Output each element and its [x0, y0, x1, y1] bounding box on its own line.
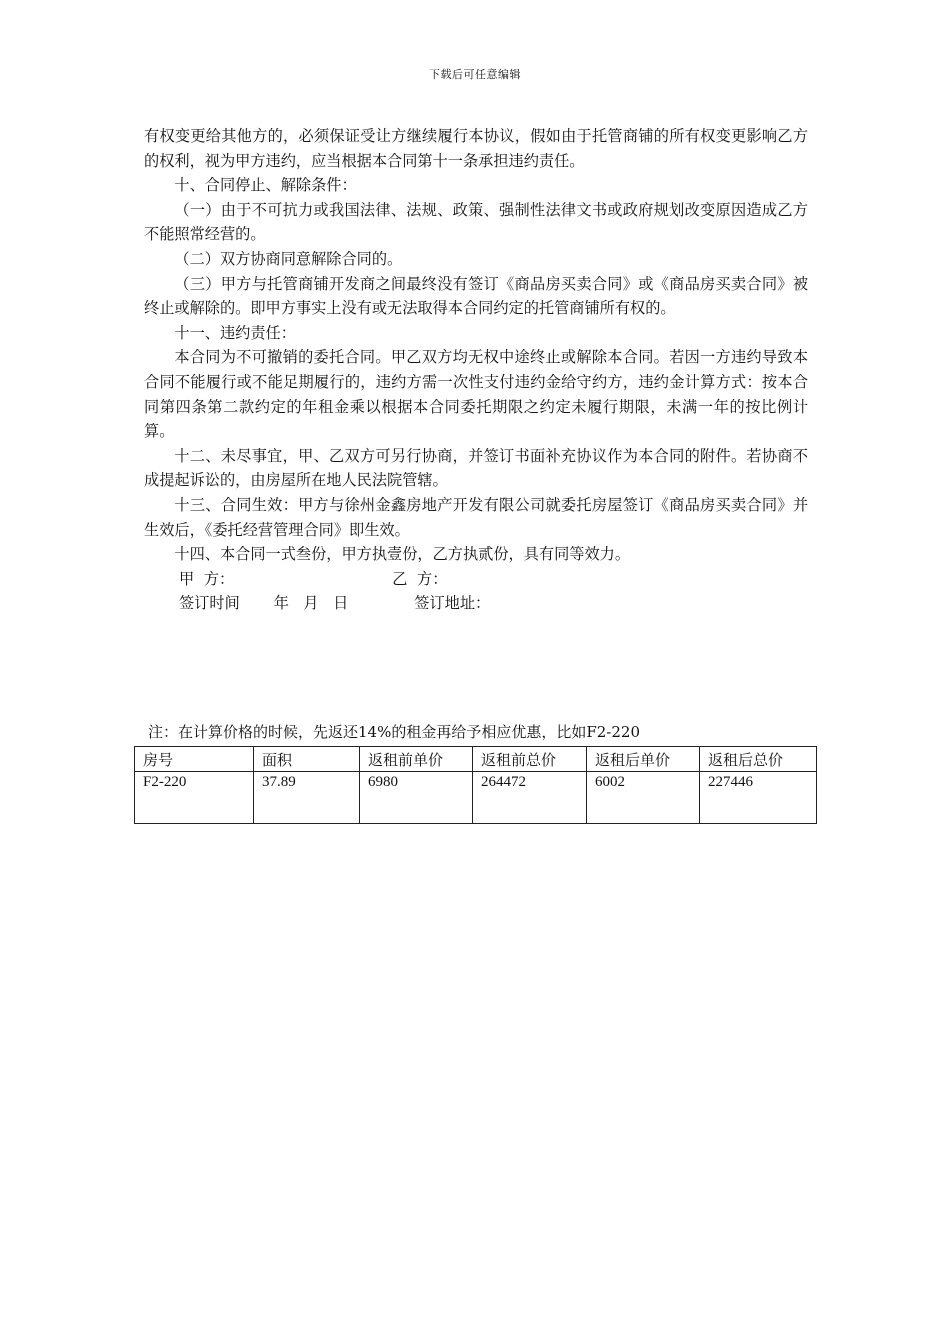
- section-10-heading: 十、合同停止、解除条件：: [174, 176, 357, 195]
- section-10-item-1: （一）由于不可抗力或我国法律、法规、政策、强制性法律文书或政府规划改变原因造成乙方不能照常经营的。: [144, 200, 808, 244]
- table-header-row: [135, 747, 817, 772]
- section-11-heading: 十一、违约责任：: [174, 323, 296, 342]
- page-header: 下载后可任意编辑: [429, 68, 521, 81]
- sign-date-units: 年 月 日: [273, 594, 349, 613]
- cell-total-price-after: 227446: [700, 772, 817, 824]
- party-a-label: 甲 方：: [179, 569, 235, 588]
- contract-body: [144, 124, 808, 616]
- header-total-price-after: 返租后总价: [700, 747, 817, 772]
- sign-place-label: 签订地址：: [414, 594, 491, 613]
- header-unit-price-before: 返租前单价: [360, 747, 473, 772]
- section-14: 十四、本合同一式叁份，甲方执壹份，乙方执贰份，具有同等效力。: [174, 545, 631, 564]
- cell-area: 37.89: [254, 772, 360, 824]
- section-10-item-2: （二）双方协商同意解除合同的。: [174, 249, 403, 268]
- header-unit-price-after: 返租后单价: [587, 747, 700, 772]
- table-row: [135, 772, 817, 824]
- signing-info-row: [144, 591, 808, 616]
- cell-unit-price-before: 6980: [360, 772, 473, 824]
- paragraph-ownership-transfer: 有权变更给其他方的，必须保证受让方继续履行本协议，假如由于托管商铺的所有权变更影响乙方的权利，视为甲方违约，应当根据本合同第十一条承担违约责任。: [144, 127, 808, 170]
- sign-time-label: 签订时间: [179, 594, 240, 613]
- section-11-body: 本合同为不可撤销的委托合同。甲乙双方均无权中途终止或解除本合同。若因一方违约导致本合同不能履行或不能足期履行的，违约方需一次性支付违约金给守约方，违约金计算方式：按本合同第四条第二款约定的年租金乘以根据本合同委托期限之约定未履行期限，未满一年的按比例计算。: [144, 348, 808, 441]
- party-signature-row: [144, 567, 808, 592]
- cell-unit-price-after: 6002: [587, 772, 700, 824]
- cell-total-price-before: 264472: [473, 772, 587, 824]
- section-12: 十二、未尽事宜，甲、乙双方可另行协商，并签订书面补充协议作为本合同的附件。若协商不成提起诉讼的，由房屋所在地人民法院管辖。: [144, 446, 808, 490]
- header-total-price-before: 返租前总价: [473, 747, 587, 772]
- header-room-no: 房号: [135, 747, 254, 772]
- section-13: 十三、合同生效：甲方与徐州金鑫房地产开发有限公司就委托房屋签订《商品房买卖合同》并生效后，《委托经营管理合同》即生效。: [144, 495, 808, 539]
- pricing-note: 注：在计算价格的时候，先返还14%的租金再给予相应优惠，比如F2-220: [148, 723, 640, 741]
- header-area: 面积: [254, 747, 360, 772]
- pricing-table: [134, 746, 817, 824]
- cell-room-no: F2-220: [135, 772, 254, 824]
- party-b-label: 乙 方：: [392, 569, 448, 588]
- section-10-item-3: （三）甲方与托管商铺开发商之间最终没有签订《商品房买卖合同》或《商品房买卖合同》被终止或解除的。即甲方事实上没有或无法取得本合同约定的托管商铺所有权的。: [144, 274, 808, 318]
